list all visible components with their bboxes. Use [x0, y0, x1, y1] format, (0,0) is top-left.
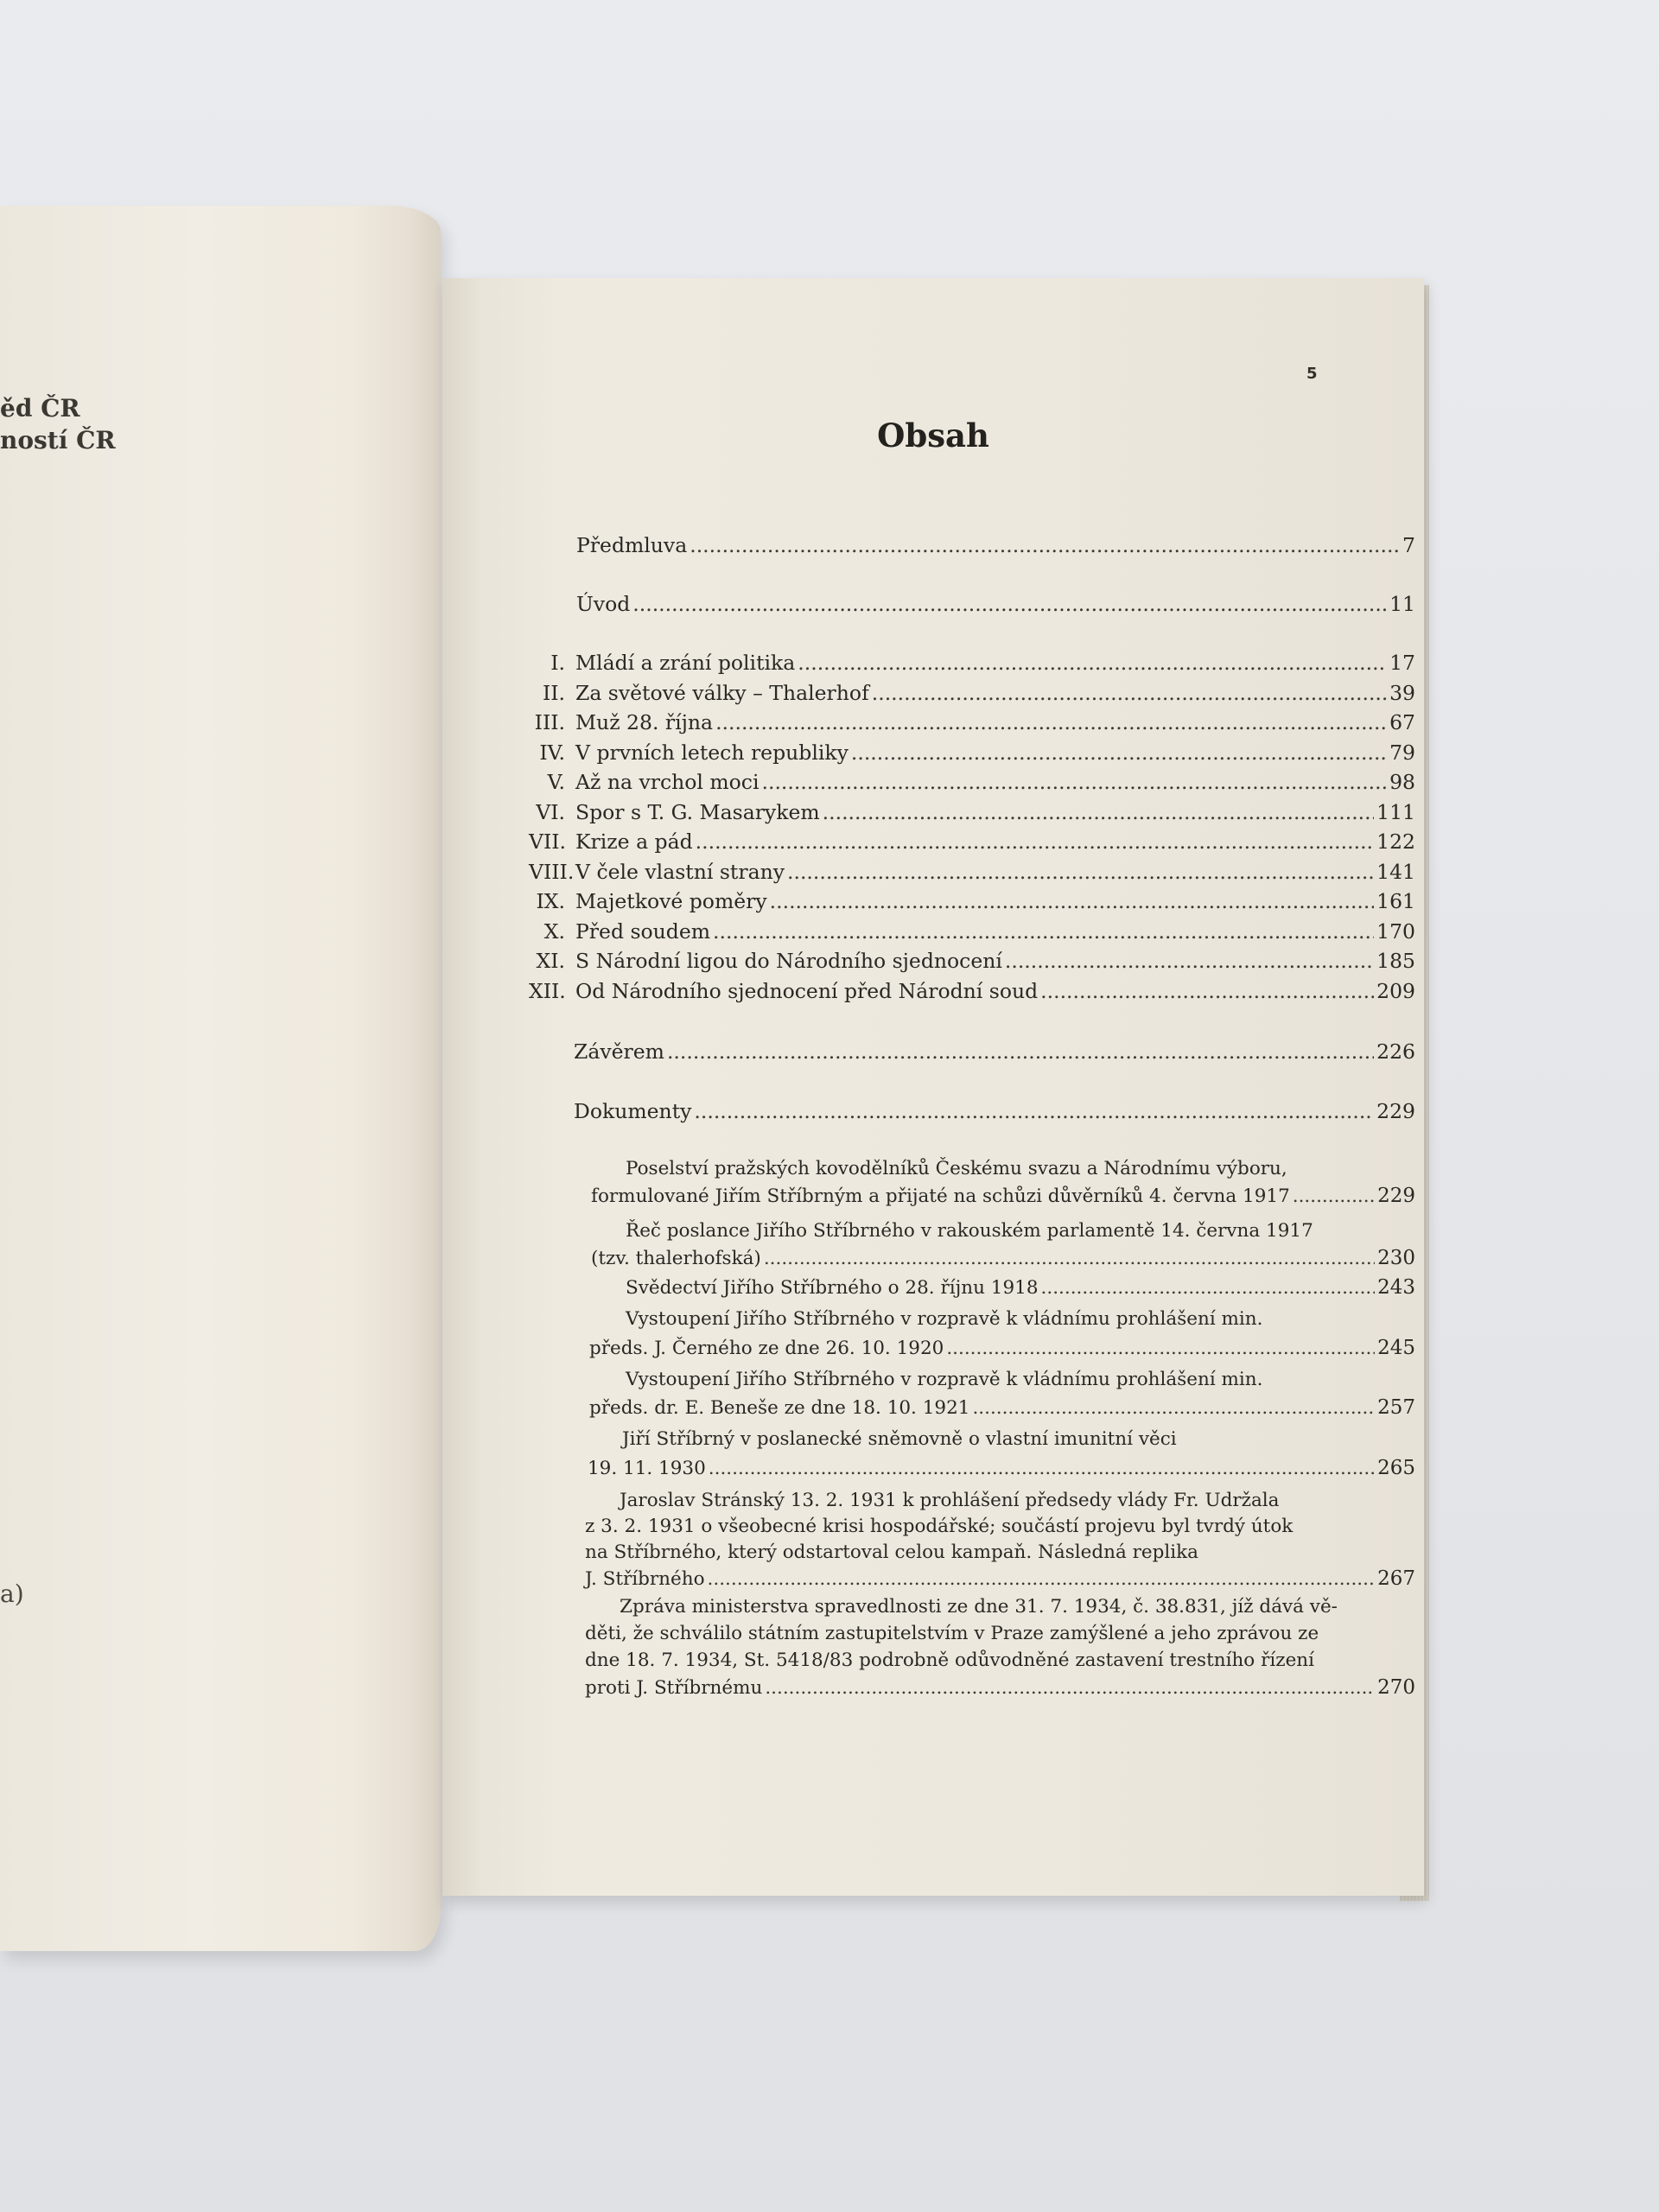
dot-leader	[1005, 951, 1374, 972]
toc-row-predmluva	[576, 533, 1415, 557]
document-line: Jiří Stříbrný v poslanecké sněmovně o vlastní imunitní věci	[622, 1428, 1177, 1450]
document-row	[588, 1459, 1415, 1478]
document-row	[591, 1186, 1415, 1206]
document-page: 229	[1377, 1185, 1415, 1207]
toc-page: 79	[1389, 741, 1415, 765]
toc-page: 209	[1376, 979, 1415, 1003]
chapter-number: II.	[542, 681, 565, 705]
dot-leader	[765, 1679, 1375, 1698]
toc-label: Dokumenty	[574, 1099, 692, 1123]
chapter-number: III.	[534, 710, 565, 734]
document-page: 243	[1377, 1276, 1415, 1299]
toc-page: 161	[1376, 889, 1415, 913]
document-line: Zpráva ministerstva spravedlnosti ze dne 31. 7. 1934, č. 38.831, jíž dává vě-	[620, 1596, 1338, 1618]
dot-leader	[1293, 1187, 1375, 1206]
document-page: 267	[1377, 1567, 1415, 1590]
chapter-number: VIII.	[529, 860, 575, 884]
toc-page: 111	[1376, 800, 1415, 824]
toc-chapter-row	[529, 772, 1415, 793]
dot-leader	[972, 1399, 1375, 1418]
document-label: (tzv. thalerhofská)	[591, 1248, 761, 1269]
document-label: J. Stříbrného	[585, 1568, 705, 1590]
dot-leader	[798, 653, 1387, 674]
toc-row-dokumenty	[574, 1099, 1415, 1123]
dot-leader	[770, 892, 1374, 912]
toc-page: 7	[1402, 533, 1415, 557]
toc-label: Muž 28. října	[575, 710, 714, 734]
toc-page: 141	[1376, 860, 1415, 884]
dot-leader	[708, 1570, 1376, 1589]
toc-chapter-row	[529, 919, 1415, 944]
chapter-number: IV.	[539, 741, 565, 765]
toc-label: Až na vrchol moci	[575, 770, 760, 794]
toc-chapter-row	[529, 889, 1415, 913]
toc-label: V prvních letech republiky	[575, 741, 849, 765]
toc-label: Majetkové poměry	[575, 889, 767, 913]
document-label: proti J. Stříbrnému	[585, 1677, 763, 1699]
dot-leader	[632, 594, 1387, 615]
toc-page: 170	[1376, 919, 1415, 944]
document-line: Jaroslav Stránský 13. 2. 1931 k prohlášení předsedy vlády Fr. Udržala	[620, 1490, 1280, 1511]
toc-page: 67	[1389, 710, 1415, 734]
toc-chapter-row	[529, 800, 1415, 824]
toc-label: V čele vlastní strany	[575, 860, 785, 884]
document-label: předs. J. Černého ze dne 26. 10. 1920	[589, 1338, 944, 1359]
toc-page: 226	[1376, 1039, 1415, 1064]
dot-leader	[764, 1249, 1375, 1268]
toc-page: 39	[1389, 681, 1415, 705]
dot-leader	[713, 922, 1374, 943]
document-line: děti, že schválilo státním zastupitelstvím v Praze zamýšlené a jeho zprávou ze	[585, 1623, 1319, 1644]
toc-label: Předmluva	[576, 533, 688, 557]
chapter-number: I.	[550, 651, 565, 675]
page-title: Obsah	[877, 416, 989, 454]
document-page: 270	[1377, 1676, 1415, 1699]
toc-label: Před soudem	[575, 919, 711, 944]
document-line: Řeč poslance Jiřího Stříbrného v rakouském parlamentě 14. června 1917	[626, 1220, 1313, 1242]
document-row	[585, 1569, 1415, 1589]
toc-label: Od Národního sjednocení před Národní soud	[575, 979, 1039, 1003]
document-label: Svědectví Jiřího Stříbrného o 28. říjnu 1918	[626, 1277, 1039, 1299]
toc-page: 122	[1376, 830, 1415, 854]
toc-label: Úvod	[576, 592, 631, 616]
document-page: 257	[1377, 1396, 1415, 1419]
document-line: na Stříbrného, který odstartoval celou kampaň. Následná replika	[585, 1541, 1198, 1563]
toc-label: Závěrem	[574, 1039, 664, 1064]
toc-chapter-row	[529, 710, 1415, 734]
dot-leader	[667, 1042, 1374, 1063]
dot-leader	[696, 832, 1374, 853]
chapter-number: IX.	[536, 889, 565, 913]
document-line: z 3. 2. 1931 o všeobecné krisi hospodářské; součástí projevu byl tvrdý útok	[585, 1516, 1294, 1537]
document-row	[589, 1338, 1415, 1358]
toc-row-uvod	[576, 594, 1415, 615]
toc-label: Za světové války – Thalerhof	[575, 681, 869, 705]
dot-leader	[1041, 1279, 1376, 1298]
dot-leader	[709, 1459, 1375, 1478]
dot-leader	[715, 713, 1387, 734]
document-row	[585, 1678, 1415, 1698]
dot-leader	[690, 536, 1400, 556]
toc-row-zaverem	[574, 1039, 1415, 1064]
dot-leader	[872, 683, 1387, 704]
right-page	[442, 278, 1424, 1896]
toc-chapter-row	[529, 683, 1415, 704]
toc-chapter-row	[529, 743, 1415, 764]
document-page: 265	[1377, 1457, 1415, 1479]
chapter-number: VII.	[529, 830, 567, 854]
dot-leader	[762, 772, 1388, 793]
chapter-number: XII.	[529, 979, 566, 1003]
toc-label: Mládí a zrání politika	[575, 651, 796, 675]
left-page	[0, 206, 441, 1951]
toc-chapter-row	[529, 979, 1415, 1003]
dot-leader	[694, 1102, 1374, 1122]
document-row	[591, 1249, 1415, 1268]
toc-page: 17	[1389, 651, 1415, 675]
chapter-number: XI.	[536, 949, 565, 973]
dot-leader	[1040, 982, 1374, 1002]
page-number: 5	[1306, 365, 1318, 383]
left-page-fragment: a)	[0, 1580, 24, 1608]
document-line: Vystoupení Jiřího Stříbrného v rozpravě k vládnímu prohlášení min.	[626, 1369, 1263, 1390]
toc-label: Spor s T. G. Masarykem	[575, 800, 820, 824]
document-label: formulované Jiřím Stříbrným a přijaté na schůzi důvěrníků 4. června 1917	[591, 1185, 1290, 1207]
left-page-line: ností ČR	[0, 426, 116, 454]
toc-chapter-row	[529, 832, 1415, 853]
toc-page: 11	[1389, 592, 1415, 616]
chapter-number: X.	[543, 919, 565, 944]
left-page-line: ěd ČR	[0, 394, 80, 423]
toc-page: 185	[1376, 949, 1415, 973]
toc-page: 229	[1376, 1099, 1415, 1123]
document-page: 230	[1377, 1247, 1415, 1269]
document-page: 245	[1377, 1337, 1415, 1359]
toc-chapter-row	[529, 951, 1415, 972]
dot-leader	[851, 743, 1387, 764]
chapter-number: V.	[547, 770, 565, 794]
document-row	[626, 1278, 1415, 1298]
toc-chapter-row	[529, 653, 1415, 674]
document-row	[589, 1398, 1415, 1418]
toc-page: 98	[1389, 770, 1415, 794]
dot-leader	[787, 862, 1374, 883]
document-label: předs. dr. E. Beneše ze dne 18. 10. 1921	[589, 1397, 970, 1419]
toc-label: Krize a pád	[575, 830, 693, 854]
dot-leader	[823, 803, 1374, 823]
toc-chapter-row	[529, 862, 1415, 883]
document-line: Vystoupení Jiřího Stříbrného v rozpravě k vládnímu prohlášení min.	[626, 1308, 1263, 1330]
document-line: dne 18. 7. 1934, St. 5418/83 podrobně odůvodněné zastavení trestního řízení	[585, 1649, 1315, 1671]
document-label: 19. 11. 1930	[588, 1458, 706, 1479]
document-line: Poselství pražských kovodělníků Českému svazu a Národnímu výboru,	[626, 1158, 1287, 1179]
chapter-number: VI.	[536, 800, 565, 824]
dot-leader	[946, 1339, 1375, 1358]
toc-label: S Národní ligou do Národního sjednocení	[575, 949, 1002, 973]
